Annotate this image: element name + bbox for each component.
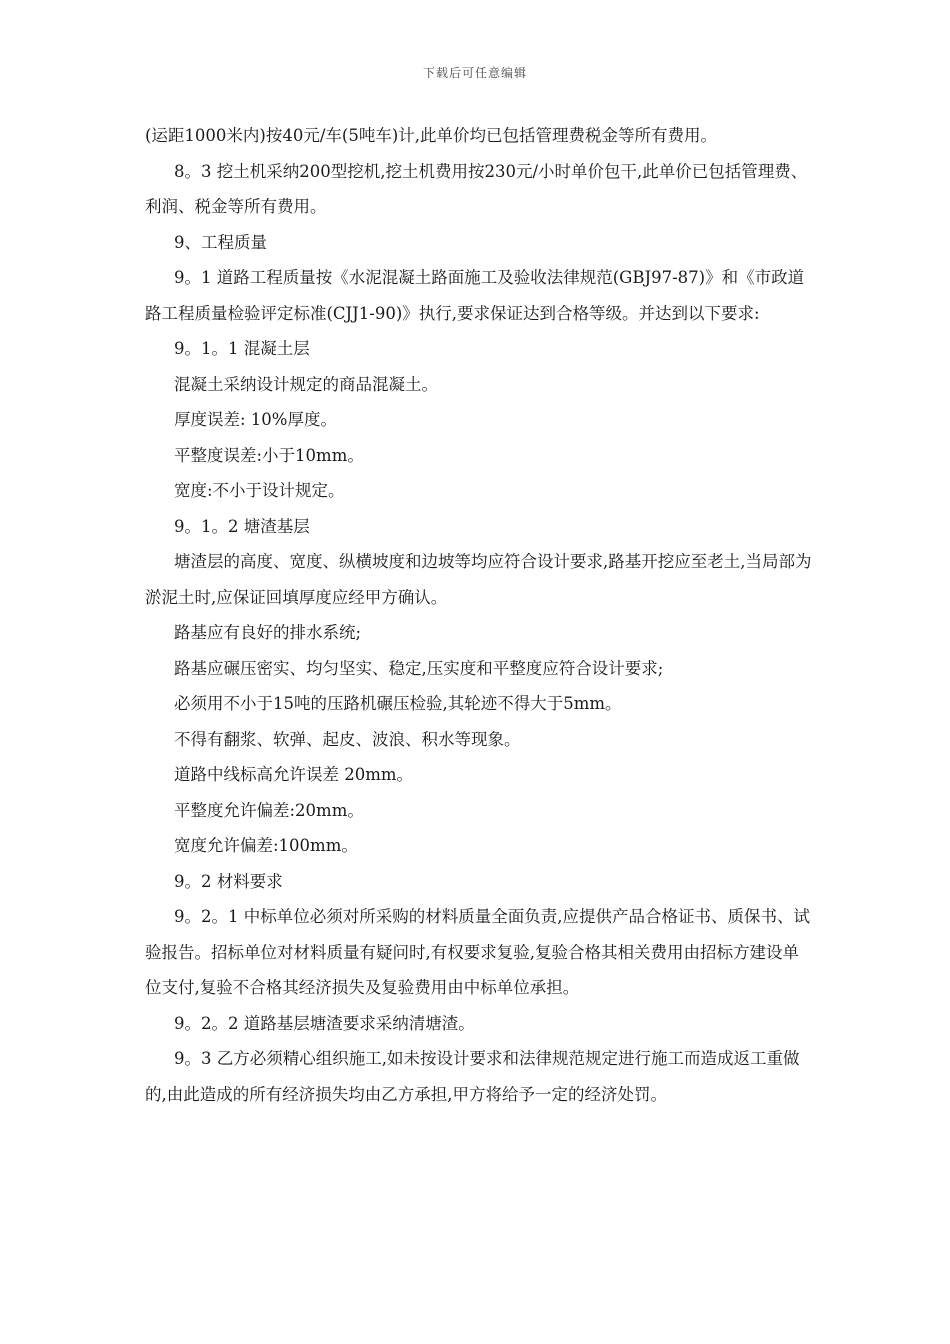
paragraph: 路基应有良好的排水系统; xyxy=(174,623,362,642)
paragraph: 道路中线标高允许误差 20mm。 xyxy=(174,765,414,784)
section-heading: 9、工程质量 xyxy=(174,232,267,252)
paragraph: 平整度误差:小于10mm。 xyxy=(174,445,364,465)
paragraph: 不得有翻浆、软弹、起皮、波浪、积水等现象。 xyxy=(174,729,521,749)
paragraph: 必须用不小于15吨的压路机碾压检验,其轮迹不得大于5mm。 xyxy=(174,694,622,713)
paragraph: 平整度允许偏差:20mm。 xyxy=(174,800,364,820)
subsection-heading: 9。1。1 混凝土层 xyxy=(174,339,310,358)
paragraph: 塘渣层的高度、宽度、纵横坡度和边坡等均应符合设计要求,路基开挖应至老土,当局部为淤泥土时,应保证回填厚度应经甲方确认。 xyxy=(145,552,812,607)
subsection-heading: 9。2 材料要求 xyxy=(174,871,283,891)
page-header: 下载后可任意编辑 xyxy=(422,66,527,80)
subsection-heading: 9。1。2 塘渣基层 xyxy=(174,516,310,536)
document-body xyxy=(145,118,815,1112)
paragraph: 9。1 道路工程质量按《水泥混凝土路面施工及验收法律规范(GBJ97-87)》和《市政道路工程质量检验评定标准(CJJ1-90)》执行,要求保证达到合格等级。并达到以下要求: xyxy=(145,268,805,323)
paragraph: 宽度:不小于设计规定。 xyxy=(174,481,345,500)
paragraph: (运距1000米内)按40元/车(5吨车)计,此单价均已包括管理费税金等所有费用。 xyxy=(145,126,718,145)
paragraph: 混凝土采纳设计规定的商品混凝土。 xyxy=(174,374,438,394)
paragraph: 9。3 乙方必须精心组织施工,如未按设计要求和法律规范规定进行施工而造成返工重做的,由此造成的所有经济损失均由乙方承担,甲方将给予一定的经济处罚。 xyxy=(145,1049,800,1104)
paragraph: 9。2。1 中标单位必须对所采购的材料质量全面负责,应提供产品合格证书、质保书、试验报告。招标单位对材料质量有疑问时,有权要求复验,复验合格其相关费用由招标方建设单位支付,复验不合格其经济损失及复验费用由中标单位承担。 xyxy=(145,907,810,997)
paragraph: 厚度误差: 10%厚度。 xyxy=(174,410,337,429)
paragraph: 路基应碾压密实、均匀坚实、稳定,压实度和平整度应符合设计要求; xyxy=(174,658,664,678)
paragraph: 9。2。2 道路基层塘渣要求采纳清塘渣。 xyxy=(174,1013,475,1033)
paragraph: 8。3 挖土机采纳200型挖机,挖土机费用按230元/小时单价包干,此单价已包括管理费、利润、税金等所有费用。 xyxy=(145,161,808,216)
paragraph: 宽度允许偏差:100mm。 xyxy=(174,836,358,855)
